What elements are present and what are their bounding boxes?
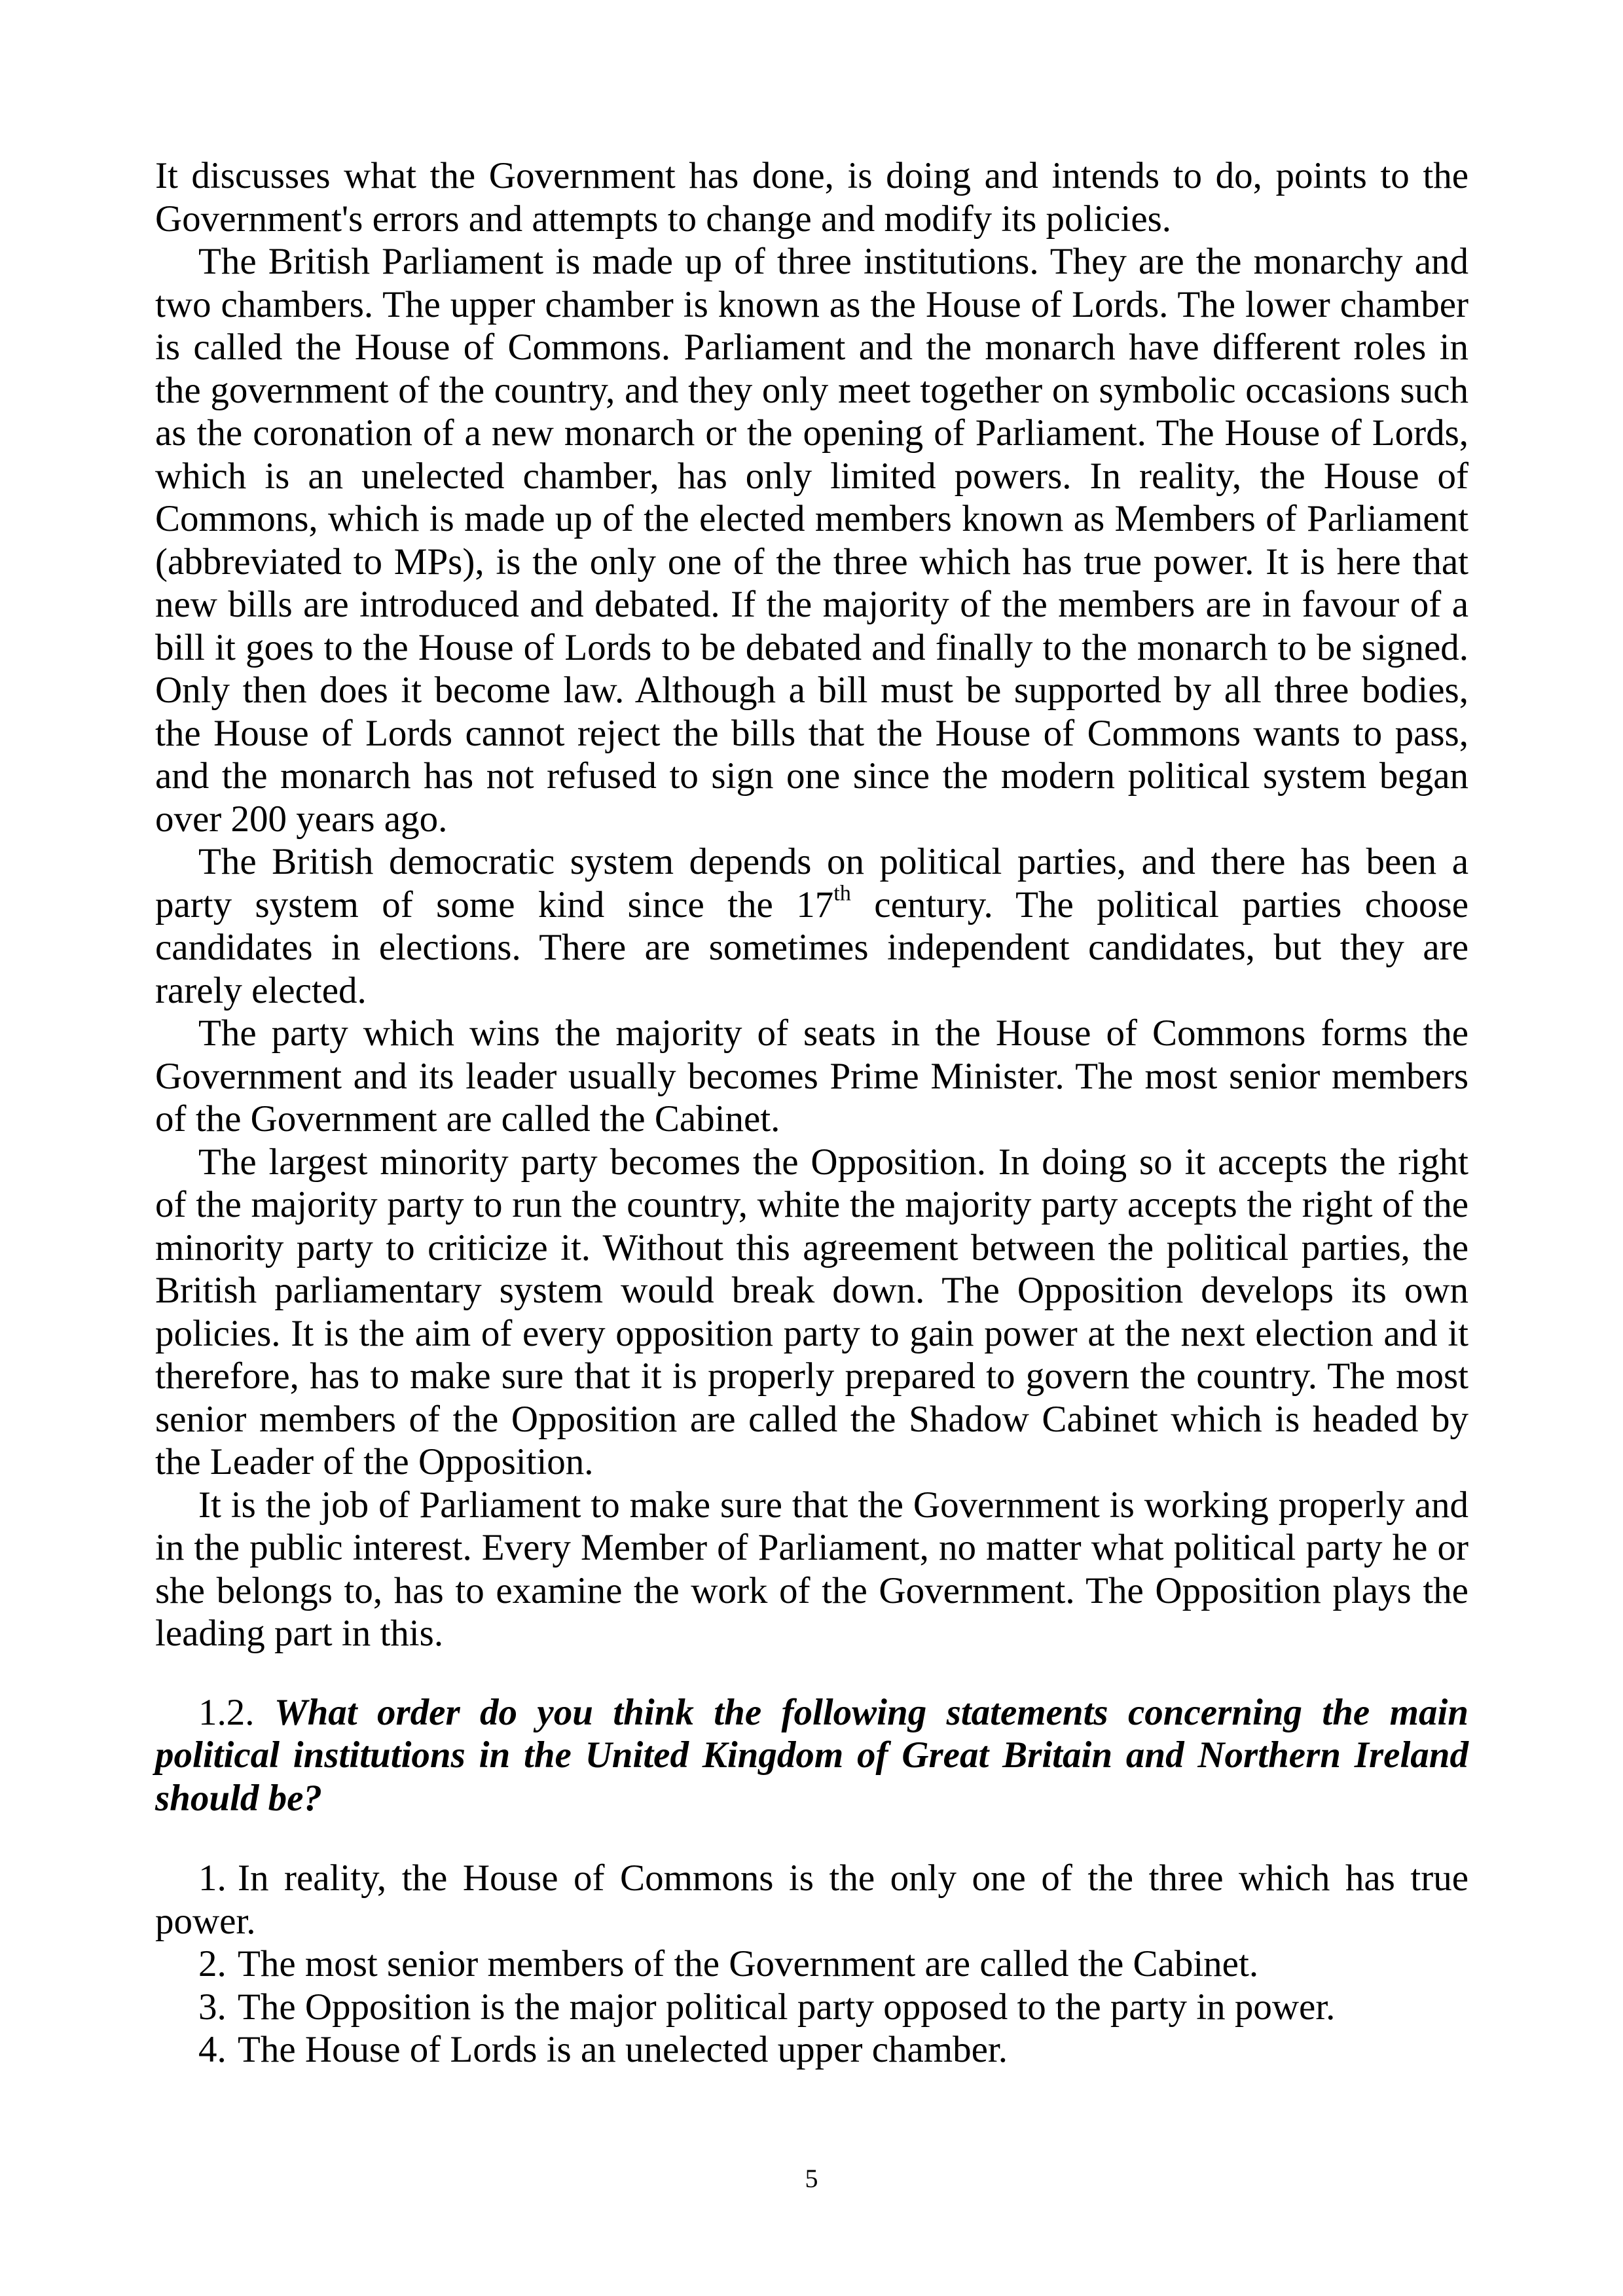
paragraph: It is the job of Parliament to make sure that the Government is working properly and in the public interest. Every Member of Parliament, no matter what political party he or she belongs to, has to examine the work of the Government. The Opposition plays the leading part in this. — [155, 1484, 1468, 1654]
task-question: What order do you think the following statements concerning the main political institutions in the United Kingdom of Great Britain and Northern Ireland should be? — [155, 1691, 1468, 1819]
list-item — [155, 2028, 1468, 2072]
list-text: The House of Lords is an unelected upper chamber. — [238, 2029, 1008, 2070]
paragraph-text: The British democratic system depends on political parties, and there has been a party system of some kind since the 17 — [155, 841, 1468, 925]
list-number: 2. — [198, 1943, 227, 1984]
list-text: The most senior members of the Government are called the Cabinet. — [238, 1943, 1259, 1984]
list-text: In reality, the House of Commons is the only one of the three which has true power. — [155, 1857, 1468, 1942]
list-number: 1. — [198, 1857, 227, 1899]
list-number: 3. — [198, 1986, 227, 2028]
paragraph: The British Parliament is made up of three institutions. They are the monarchy and two chambers. The upper chamber is known as the House of Lords. The lower chamber is called the House of Commons. Parliament and the monarch have different roles in the government of the country, and they only meet together on symbolic occasions such as the coronation of a new monarch or the opening of Parliament. The House of Lords, which is an unelected chamber, has only limited powers. In reality, the House of Commons, which is made up of the elected members known as Members of Parliament (abbreviated to MPs), is the only one of the three which has true power. It is here that new bills are introduced and debated. If the majority of the members are in favour of a bill it goes to the House of Lords to be debated and finally to the monarch to be signed. Only then does it become law. Although a bill must be supported by all three bodies, the House of Lords cannot reject the bills that the House of Commons wants to pass, and the monarch has not refused to sign one since the modern political system began over 200 years ago. — [155, 241, 1468, 840]
paragraph: The party which wins the majority of seats in the House of Commons forms the Government and its leader usually becomes Prime Minister. The most senior members of the Government are called the Cabinet. — [155, 1013, 1468, 1139]
document-page — [155, 154, 1468, 2072]
task-number: 1.2. — [198, 1691, 255, 1733]
paragraph — [155, 840, 1468, 1012]
paragraph: It discusses what the Government has done, is doing and intends to do, points to the Government's errors and attempts to change and modify its policies. — [155, 155, 1468, 240]
statement-list — [155, 1857, 1468, 2072]
page-number: 5 — [805, 2164, 818, 2193]
ordinal-superscript: th — [833, 880, 851, 905]
list-item — [155, 1857, 1468, 1943]
list-item — [155, 1986, 1468, 2029]
list-number: 4. — [198, 2029, 227, 2070]
paragraph-text: century. The political parties choose candidates in elections. There are sometimes independent candidates, but they are rarely elected. — [155, 884, 1468, 1011]
paragraph: The largest minority party becomes the Opposition. In doing so it accepts the right of the majority party to run the country, white the majority party accepts the right of the minority party to criticize it. Without this agreement between the political parties, the British parliamentary system would break down. The Opposition develops its own policies. It is the aim of every opposition party to gain power at the next election and it therefore, has to make sure that it is properly prepared to govern the country. The most senior members of the Opposition are called the Shadow Cabinet which is headed by the Leader of the Opposition. — [155, 1141, 1468, 1482]
list-text: The Opposition is the major political party opposed to the party in power. — [238, 1986, 1336, 2028]
task-heading — [155, 1691, 1468, 1820]
list-item — [155, 1943, 1468, 1986]
